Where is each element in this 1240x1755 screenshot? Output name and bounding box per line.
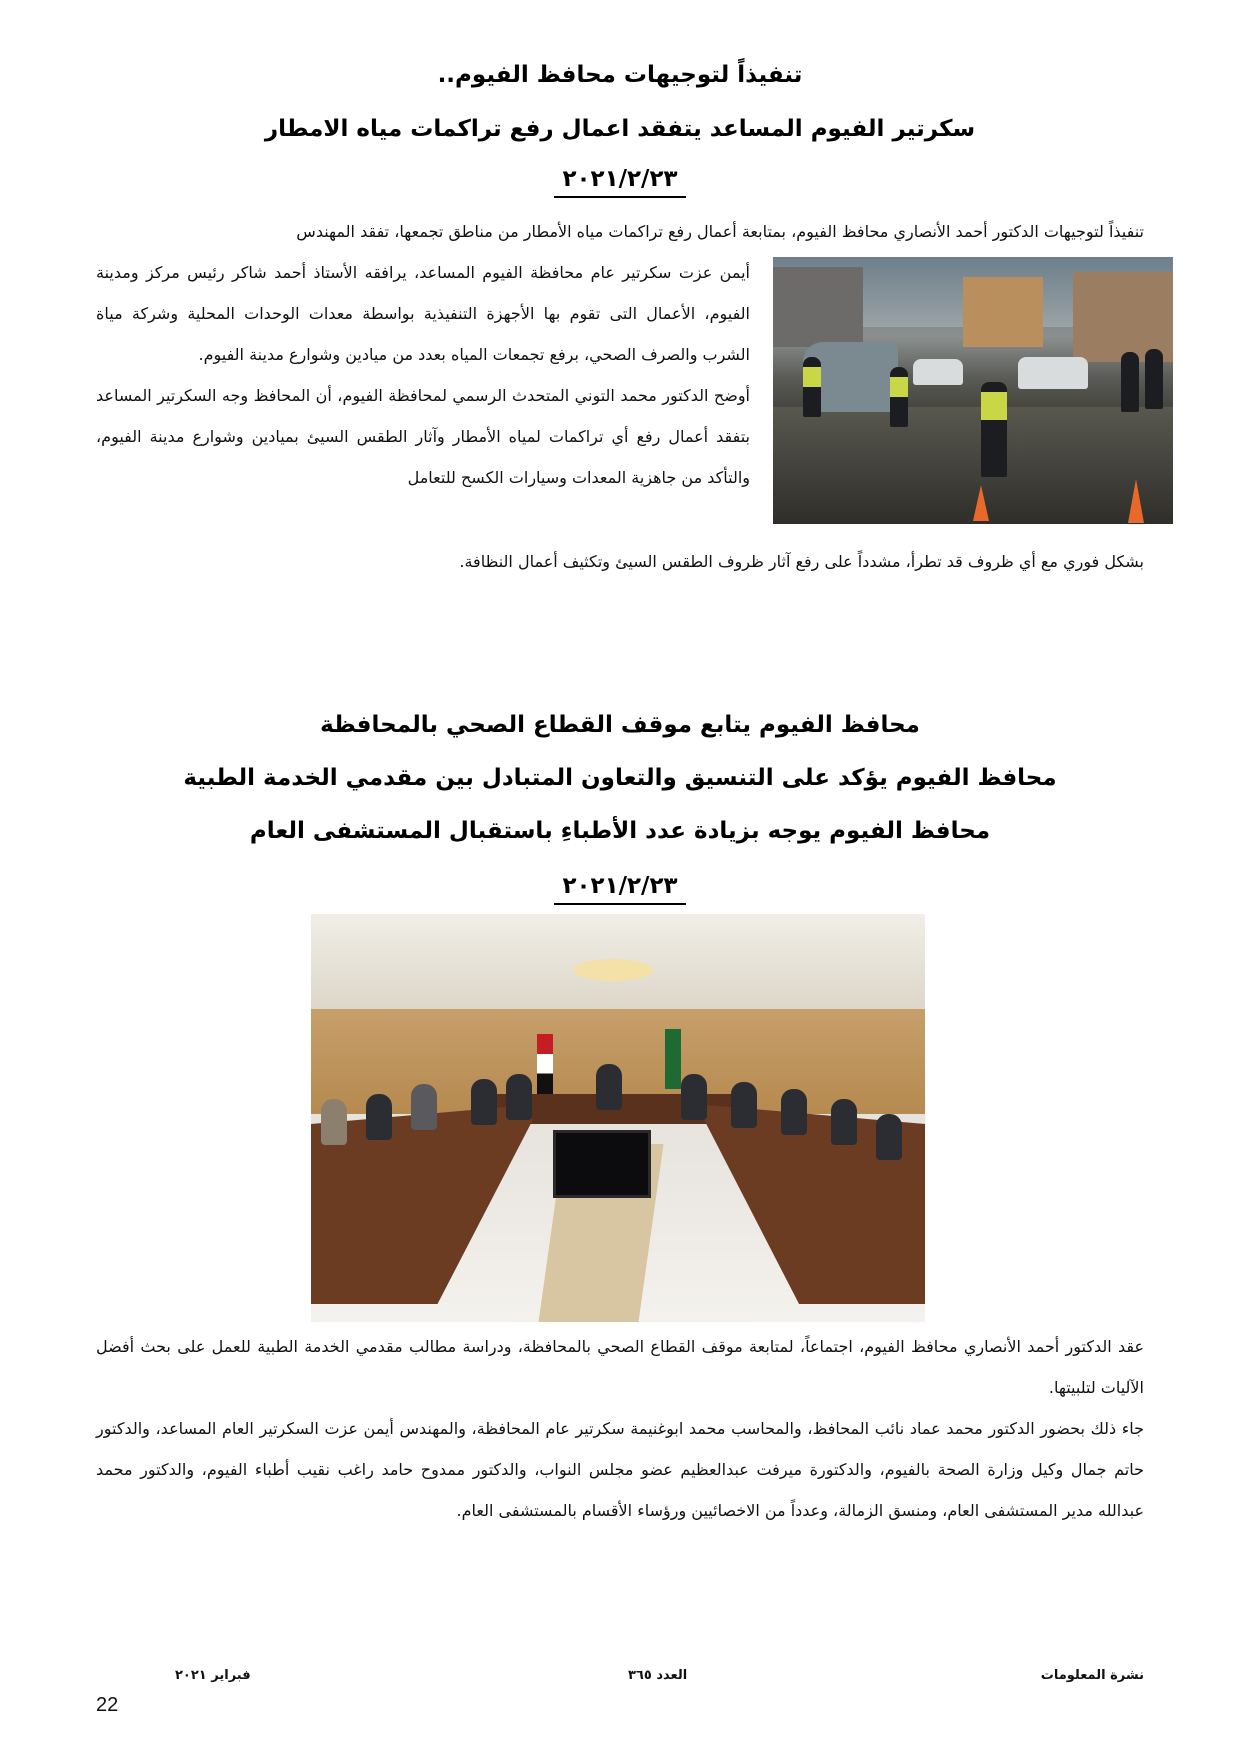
article1-para1: أيمن عزت سكرتير عام محافظة الفيوم المساعد، يرافقه الأستاذ أحمد شاكر رئيس مركز ومدينة الفيوم، الأعمال التى تقوم بها الأجهزة التنفيذية بواسطة معدات الوحدات المحلية وشركة مياة الشرب والصرف الصحي، برفع تجمعات المياه بعدد من ميادين وشوارع مدينة الفيوم. <box>96 263 750 364</box>
footer-issue: العدد ٣٦٥ <box>628 1668 688 1683</box>
article1-closing <box>96 541 1144 582</box>
article1-column-text <box>96 252 750 498</box>
article1-title-line1: تنفيذاً لتوجيهات محافظ الفيوم.. <box>437 62 803 88</box>
article2-date <box>0 873 1240 905</box>
photo2-attendee <box>781 1089 807 1135</box>
photo1-building <box>963 277 1043 347</box>
photo2-monitor <box>553 1130 651 1198</box>
photo1-car <box>913 359 963 385</box>
photo1-person <box>1145 349 1163 409</box>
article1-date <box>0 166 1240 198</box>
article2-date-text: ٢٠٢١/٢/٢٣ <box>554 873 685 905</box>
article2-para1: عقد الدكتور أحمد الأنصاري محافظ الفيوم، اجتماعاً، لمتابعة موقف القطاع الصحي بالمحافظة، ودراسة مطالب مقدمي الخدمة الطبية للعمل على بحث أفضل الآليات لتلبيتها. <box>96 1337 1144 1397</box>
article2-para2: جاء ذلك بحضور الدكتور محمد عماد نائب المحافظ، والمحاسب محمد ابوغنيمة سكرتير عام المحافظة، والمهندس أيمن عزت السكرتير العام المساعد، والدكتور حاتم جمال وكيل وزارة الصحة بالفيوم، والدكتورة ميرفت عبدالعظيم عضو مجلس النواب، والدكتور ممدوح حامد راغب نقيب أطباء الفيوم، والدكتور محمد عبدالله مدير المستشفى العام، ومنسق الزمالة، وعدداً من الاخصائيين ورؤساء الأقسام بالمستشفى العام. <box>96 1419 1144 1520</box>
photo1-worker <box>803 357 821 417</box>
photo1-car <box>1018 357 1088 389</box>
article2-photo <box>311 914 925 1322</box>
photo2-flag <box>665 1029 681 1089</box>
photo2-attendee <box>596 1064 622 1110</box>
footer-publication: نشرة المعلومات <box>1040 1668 1144 1683</box>
article2-title-line2: محافظ الفيوم يؤكد على التنسيق والتعاون المتبادل بين مقدمي الخدمة الطبية <box>183 765 1057 791</box>
photo2-attendee <box>681 1074 707 1120</box>
photo1-traffic-cone <box>1128 479 1144 523</box>
photo2-attendee <box>321 1099 347 1145</box>
article2-body <box>96 1326 1144 1531</box>
article1-date-text: ٢٠٢١/٢/٢٣ <box>554 166 685 198</box>
photo1-vest <box>981 392 1007 420</box>
article1-para3: بشكل فوري مع أي ظروف قد تطرأ، مشدداً على رفع آثار ظروف الطقس السيئ وتكثيف أعمال النظافة. <box>459 552 1144 571</box>
photo1-building <box>773 267 863 347</box>
article1-lead-text: تنفيذاً لتوجيهات الدكتور أحمد الأنصاري محافظ الفيوم، بمتابعة أعمال رفع تراكمات مياه الأمطار من مناطق تجمعها، تفقد المهندس <box>296 222 1144 241</box>
article1-title-line2: سكرتير الفيوم المساعد يتفقد اعمال رفع تراكمات مياه الامطار <box>264 116 976 142</box>
photo2-attendee <box>731 1082 757 1128</box>
photo1-building <box>1073 272 1173 362</box>
photo2-attendee <box>411 1084 437 1130</box>
photo2-attendee <box>506 1074 532 1120</box>
photo2-chandelier <box>573 959 653 981</box>
photo2-attendee <box>876 1114 902 1160</box>
photo1-traffic-cone <box>973 485 989 521</box>
photo2-flag <box>537 1034 553 1094</box>
photo2-attendee <box>471 1079 497 1125</box>
article1-lead <box>96 211 1144 252</box>
photo1-worker <box>890 367 908 427</box>
page-number: 22 <box>96 1694 119 1716</box>
article2-title-line1: محافظ الفيوم يتابع موقف القطاع الصحي بالمحافظة <box>320 712 920 738</box>
article1-photo <box>773 257 1173 524</box>
photo2-attendee <box>366 1094 392 1140</box>
photo1-person <box>1121 352 1139 412</box>
article2-title-line3: محافظ الفيوم يوجه بزيادة عدد الأطباءِ باستقبال المستشفى العام <box>249 818 991 844</box>
photo1-vest <box>803 367 821 387</box>
article1-para2: أوضح الدكتور محمد التوني المتحدث الرسمي لمحافظة الفيوم، أن المحافظ وجه السكرتير المساعد بتفقد أعمال رفع أي تراكمات لمياه الأمطار وآثار الطقس السيئ بميادين وشوارع مدينة الفيوم، والتأكد من جاهزية المعدات وسيارات الكسح للتعامل <box>96 386 750 487</box>
photo1-vest <box>890 377 908 397</box>
footer-month: فبراير ٢٠٢١ <box>175 1668 251 1683</box>
photo2-attendee <box>831 1099 857 1145</box>
